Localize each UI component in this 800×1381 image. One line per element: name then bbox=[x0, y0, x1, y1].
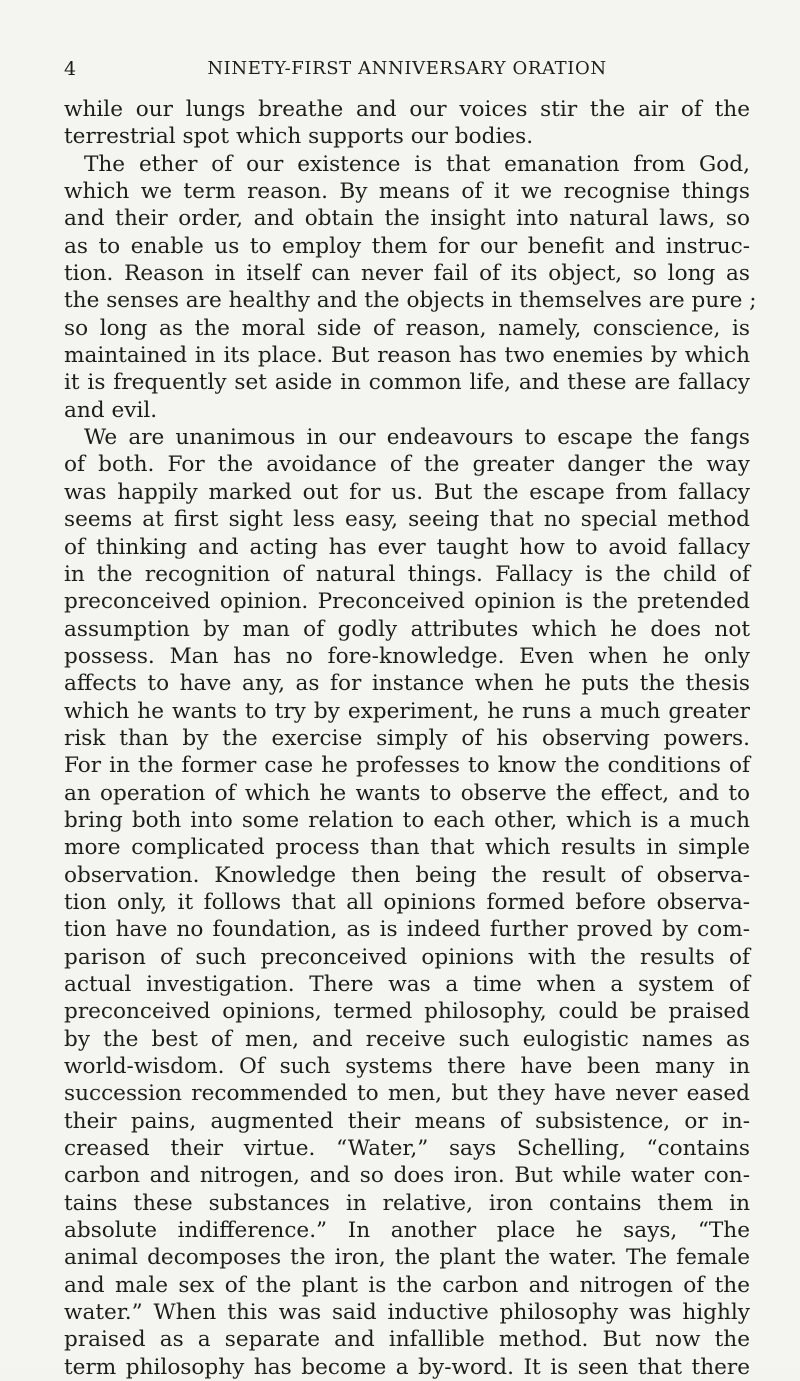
text-line: as to enable us to employ them for our benefit and instruc- bbox=[64, 233, 750, 259]
text-line: it is frequently set aside in common life, and these are fallacy bbox=[64, 370, 750, 396]
oration-body-text bbox=[64, 96, 757, 1381]
text-line: was happily marked out for us. But the escape from fallacy bbox=[64, 479, 750, 505]
text-line: and male sex of the plant is the carbon and nitrogen of the bbox=[64, 1272, 750, 1298]
text-line: For in the former case he professes to know the conditions of bbox=[64, 753, 750, 779]
text-line: animal decomposes the iron, the plant the water. The female bbox=[64, 1245, 750, 1271]
text-line: by the best of men, and receive such eulogistic names as bbox=[64, 1026, 750, 1052]
text-line: creased their virtue. “Water,” says Schelling, “contains bbox=[64, 1136, 750, 1162]
text-line: preconceived opinions, termed philosophy, could be praised bbox=[64, 999, 750, 1025]
text-line: risk than by the exercise simply of his observing powers. bbox=[64, 725, 750, 751]
text-line: and evil. bbox=[64, 397, 158, 423]
text-line: tains these substances in relative, iron contains them in bbox=[64, 1190, 750, 1216]
text-line: maintained in its place. But reason has two enemies by which bbox=[64, 343, 750, 369]
running-head bbox=[64, 54, 750, 84]
text-line: seems at first sight less easy, seeing that no special method bbox=[64, 507, 750, 533]
text-line: tion. Reason in itself can never fail of its object, so long as bbox=[64, 261, 750, 287]
text-line: and their order, and obtain the insight into natural laws, so bbox=[64, 206, 750, 232]
text-line: affects to have any, as for instance when he puts the thesis bbox=[64, 671, 750, 697]
text-line: bring both into some relation to each other, which is a much bbox=[64, 807, 750, 833]
text-line: water.” When this was said inductive philosophy was highly bbox=[64, 1300, 750, 1326]
text-line: tion have no foundation, as is indeed further proved by com- bbox=[64, 917, 750, 943]
text-line: while our lungs breathe and our voices stir the air of the bbox=[64, 97, 750, 122]
text-line: more complicated process than that which results in simple bbox=[64, 835, 750, 861]
text-line: possess. Man has no fore-knowledge. Even when he only bbox=[64, 643, 750, 669]
text-line: so long as the moral side of reason, namely, conscience, is bbox=[64, 315, 750, 341]
page-number: 4 bbox=[64, 58, 77, 80]
text-line: actual investigation. There was a time when a system of bbox=[64, 972, 750, 997]
text-line: an operation of which he wants to observe the effect, and to bbox=[64, 780, 750, 806]
text-line: We are unanimous in our endeavours to escape the fangs bbox=[84, 425, 750, 451]
text-line: their pains, augmented their means of subsistence, or in- bbox=[64, 1108, 750, 1134]
text-line: parison of such preconceived opinions with the results of bbox=[64, 944, 750, 970]
text-line: the senses are healthy and the objects in themselves are pure ; bbox=[64, 288, 757, 314]
text-line: which he wants to try by experiment, he runs a much greater bbox=[64, 698, 750, 724]
text-line: The ether of our existence is that emanation from God, bbox=[84, 151, 750, 177]
text-line: of both. For the avoidance of the greater danger the way bbox=[64, 452, 750, 478]
text-line: carbon and nitrogen, and so does iron. But while water con- bbox=[64, 1163, 750, 1189]
text-line: praised as a separate and infallible method. But now the bbox=[64, 1327, 750, 1353]
text-line: term philosophy has become a by-word. It is seen that there bbox=[64, 1354, 750, 1380]
text-line: tion only, it follows that all opinions formed before observa- bbox=[64, 889, 750, 915]
text-line: absolute indifference.” In another place he says, “The bbox=[64, 1218, 750, 1244]
text-line: preconceived opinion. Preconceived opinion is the pretended bbox=[64, 589, 750, 615]
running-title: NINETY-FIRST ANNIVERSARY ORATION bbox=[207, 58, 607, 79]
text-line: which we term reason. By means of it we recognise things bbox=[64, 179, 750, 205]
text-line: assumption by man of godly attributes which he does not bbox=[64, 616, 750, 642]
text-line: world-wisdom. Of such systems there have been many in bbox=[64, 1054, 750, 1080]
text-line: terrestrial spot which supports our bodies. bbox=[64, 124, 534, 150]
text-line: observation. Knowledge then being the result of observa- bbox=[64, 862, 750, 888]
text-line: of thinking and acting has ever taught how to avoid fallacy bbox=[64, 534, 750, 560]
text-line: in the recognition of natural things. Fallacy is the child of bbox=[64, 561, 750, 587]
text-line: succession recommended to men, but they have never eased bbox=[64, 1081, 750, 1107]
